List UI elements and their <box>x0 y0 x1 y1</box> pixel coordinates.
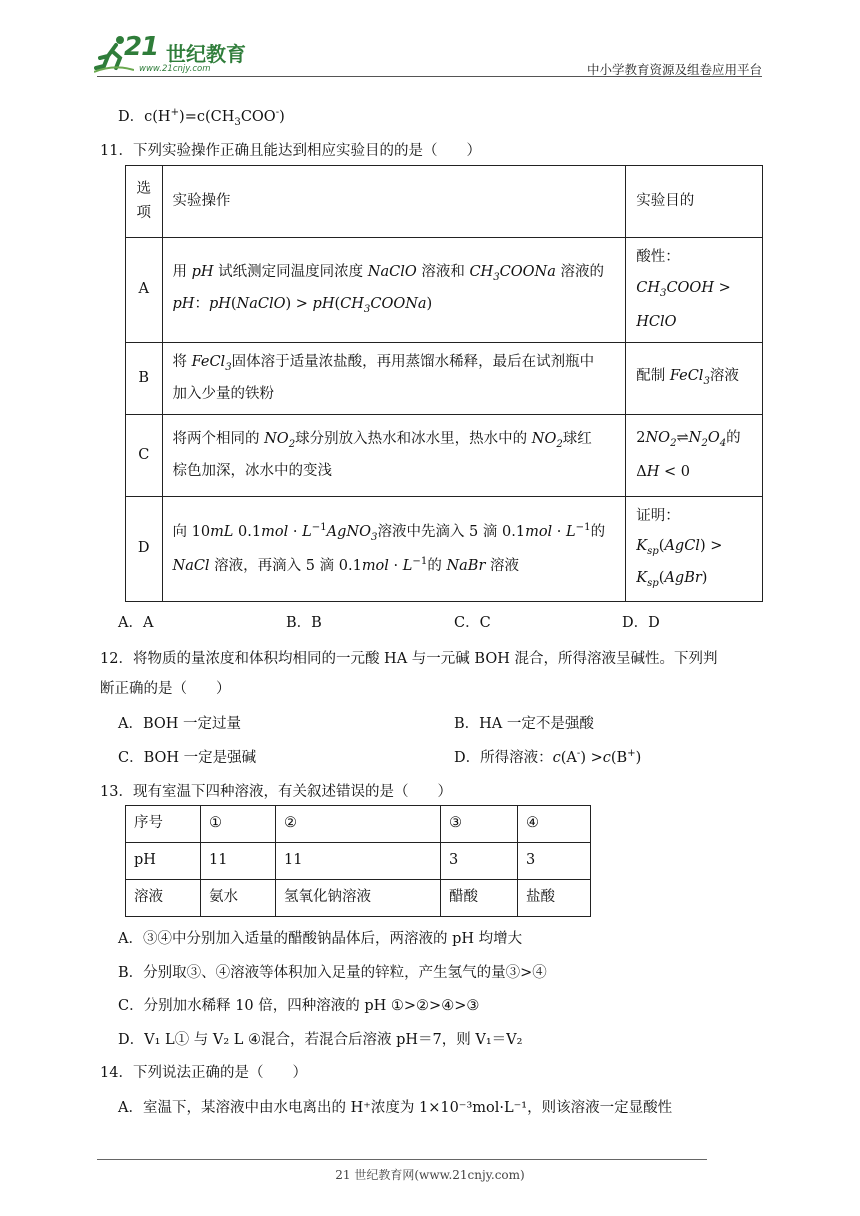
q12-stem-line1: 12．将物质的量浓度和体积均相同的一元酸 HA 与一元碱 BOH 混合，所得溶液呈碱性。下列判 <box>100 651 718 667</box>
table-cell: 醋酸 <box>441 880 518 917</box>
row-purpose: 配制 FeCl$_3$溶液 <box>626 343 763 415</box>
row-purpose: 证明： $K_{sp}(AgCl)$ > $K_{sp}(AgBr)$ <box>626 497 763 602</box>
q13-option-c[interactable]: C．分别加水稀释 10 倍，四种溶液的 pH ①>②>④>③ <box>118 998 480 1014</box>
logo-url: www.21cnjy.com <box>139 64 211 74</box>
q11-choice-b[interactable]: B．B <box>286 615 322 631</box>
q12-option-d[interactable]: D．所得溶液：c(A-) >c(B+) <box>454 748 642 766</box>
row-purpose: 酸性： $CH_3COOH$ > HClO <box>626 238 763 343</box>
table-cell: 序号 <box>126 806 201 843</box>
row-label: B <box>126 343 163 415</box>
table-row <box>126 415 763 497</box>
table-cell: 溶液 <box>126 880 201 917</box>
q12-option-b[interactable]: B．HA 一定不是强酸 <box>454 716 594 732</box>
logo <box>94 30 259 78</box>
q11-stem: 11．下列实验操作正确且能达到相应实验目的的是（ ） <box>100 143 481 159</box>
row-purpose: $2NO_2\rightleftharpoons N_2O_4$的 ΔH < 0 <box>626 415 763 497</box>
platform-title: 中小学教育资源及组卷应用平台 <box>586 62 762 77</box>
table-cell: 盐酸 <box>518 880 591 917</box>
table-cell: pH <box>126 843 201 880</box>
table-row <box>126 166 763 238</box>
table-cell: 3 <box>441 843 518 880</box>
q13-table <box>125 805 591 917</box>
logo-text: 世纪教育 <box>166 42 246 66</box>
q13-option-d[interactable]: D．V₁ L① 与 V₂ L ④混合，若混合后溶液 pH＝7，则 V₁＝V₂ <box>118 1032 523 1048</box>
table-cell: ④ <box>518 806 591 843</box>
q14-stem: 14．下列说法正确的是（ ） <box>100 1065 307 1081</box>
row-operation: 将两个相同的 $NO_2$球分别放入热水和冰水里，热水中的 $NO_2$球红 棕色加深，冰水中的变浅 <box>162 415 626 497</box>
q13-stem: 13．现有室温下四种溶液，有关叙述错误的是（ ） <box>100 784 452 800</box>
table-row <box>126 238 763 343</box>
table-cell: ③ <box>441 806 518 843</box>
header-divider <box>97 76 762 77</box>
q11-choice-a[interactable]: A．A <box>118 615 154 631</box>
table-cell: 11 <box>276 843 441 880</box>
header-purpose: 实验目的 <box>626 166 763 238</box>
row-label: C <box>126 415 163 497</box>
q14-option-a[interactable]: A．室温下，某溶液中由水电离出的 H⁺浓度为 1×10⁻³mol·L⁻¹，则该溶液一定显酸性 <box>118 1100 673 1116</box>
q11-choice-d[interactable]: D．D <box>622 615 660 631</box>
q11-choice-c[interactable]: C．C <box>454 615 491 631</box>
table-cell: ① <box>201 806 276 843</box>
table-row <box>126 806 591 843</box>
row-operation: 用 pH 试纸测定同温度同浓度 NaClO 溶液和 $CH_3COONa$ 溶液的 pH：pH(NaClO) > $pH(CH_3COONa)$ <box>162 238 626 343</box>
table-cell: ② <box>276 806 441 843</box>
row-label: A <box>126 238 163 343</box>
row-operation: 将 FeCl$_3$固体溶于适量浓盐酸，再用蒸馏水稀释，最后在试剂瓶中 加入少量的铁粉 <box>162 343 626 415</box>
q12-option-a[interactable]: A．BOH 一定过量 <box>118 716 242 732</box>
q12-option-c[interactable]: C．BOH 一定是强碱 <box>118 750 257 766</box>
table-row <box>126 497 763 602</box>
table-cell: 氨水 <box>201 880 276 917</box>
row-label: D <box>126 497 163 602</box>
table-row <box>126 343 763 415</box>
q12-stem-line2: 断正确的是（ ） <box>100 681 231 697</box>
table-cell: 3 <box>518 843 591 880</box>
q13-option-b[interactable]: B．分别取③、④溶液等体积加入足量的锌粒，产生氢气的量③>④ <box>118 965 547 981</box>
q11-table <box>125 165 763 602</box>
q10-option-d: D．$c(H^+)=c(CH_3COO^-)$ <box>118 107 285 128</box>
table-cell: 氢氧化钠溶液 <box>276 880 441 917</box>
table-cell: 11 <box>201 843 276 880</box>
q13-option-a[interactable]: A．③④中分别加入适量的醋酸钠晶体后，两溶液的 pH 均增大 <box>118 931 523 947</box>
footer-divider <box>97 1159 707 1160</box>
header-option: 选 项 <box>126 166 163 238</box>
table-row <box>126 880 591 917</box>
header-operation: 实验操作 <box>162 166 626 238</box>
footer-text: 21 世纪教育网(www.21cnjy.com) <box>335 1168 525 1182</box>
row-operation: 向 10mL $0.1mol \cdot L^{-1}AgNO_3$溶液中先滴入 5 滴 $0.1mol \cdot L^{-1}$的 NaCl 溶液，再滴入 5 滴 $0.1mol \cdot L^{-1}$的 NaBr 溶液 <box>162 497 626 602</box>
logo-number: 21 <box>124 32 159 62</box>
table-row <box>126 843 591 880</box>
